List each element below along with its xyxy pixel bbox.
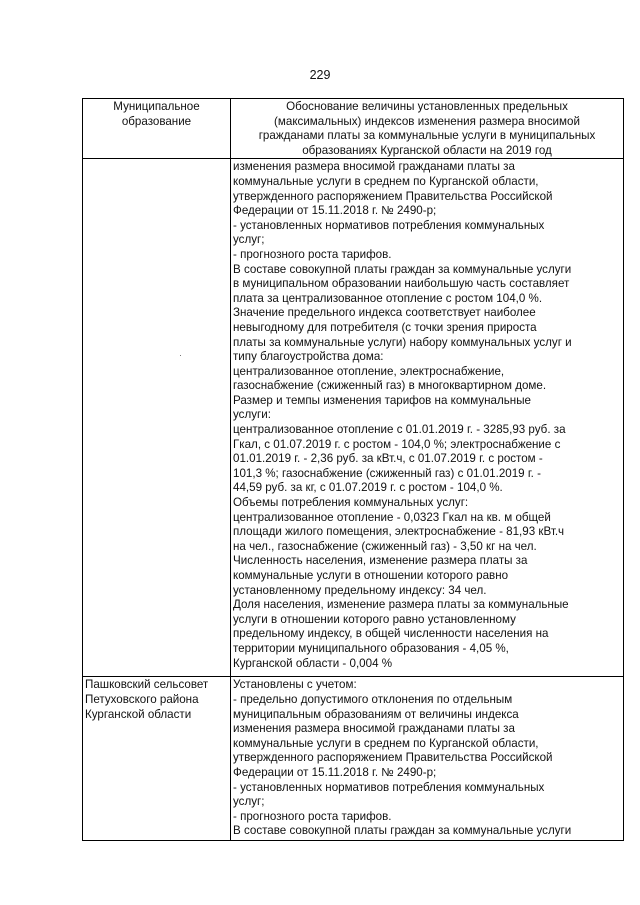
text-line: - прогнозного роста тарифов. <box>233 247 392 261</box>
text-line: Объемы потребления коммунальных услуг: <box>233 496 469 510</box>
text-line: изменения размера вносимой гражданами платы за <box>233 722 515 736</box>
justification-cell <box>231 159 624 677</box>
text-line: в муниципальном образовании наибольшую часть составляет <box>233 277 570 291</box>
text-line: Петуховского района <box>85 692 199 706</box>
text-line: В составе совокупной платы граждан за коммунальные услуги <box>233 262 572 276</box>
text-line: услуг; <box>233 233 265 247</box>
text-line: муниципальным образованиям от величины индекса <box>233 707 519 721</box>
text-line: 44,59 руб. за кг, с 01.07.2019 г. с ростом - 104,0 %. <box>233 481 503 495</box>
text-line: услуг; <box>233 795 265 809</box>
header-justification-line: образованиях Курганской области на 2019 год <box>302 143 552 157</box>
text-line: Федерации от 15.11.2018 г. № 2490-р; <box>233 204 437 218</box>
text-line: типу благоустройства дома: <box>233 350 384 364</box>
text-line: коммунальные услуги в отношении которого равно <box>233 569 509 582</box>
text-line: - прогнозного роста тарифов. <box>233 809 392 823</box>
text-line: изменения размера вносимой гражданами платы за <box>233 160 515 174</box>
table-row <box>83 159 624 677</box>
text-line: предельному индексу, в общей численности населения на <box>233 627 549 641</box>
text-line: централизованное отопление, электроснабжение, <box>233 364 505 378</box>
index-justification-table <box>82 98 624 841</box>
text-line: плата за централизованное отопление с ростом 104,0 %. <box>233 291 543 305</box>
text-line: Размер и темпы изменения тарифов на коммунальные <box>233 393 531 407</box>
header-justification-cell <box>231 99 624 159</box>
text-line: централизованное отопление - 0,0323 Гкал на кв. м общей <box>233 510 551 524</box>
text-line: Курганской области <box>85 707 192 721</box>
text-line: Гкал, с 01.07.2019 г. с ростом - 104,0 %; электроснабжение с <box>233 437 561 451</box>
text-line: Численность населения, изменение размера платы за <box>233 554 528 568</box>
header-municipality-cell <box>83 99 231 159</box>
header-justification-line: (максимальных) индексов изменения размера вносимой <box>274 114 580 128</box>
municipality-cell <box>83 677 231 841</box>
text-line: на чел., газоснабжение (сжиженный газ) - 3,50 кг на чел. <box>233 539 537 553</box>
text-line: - предельно допустимого отклонения по отдельным <box>233 692 513 706</box>
text-line: централизованное отопление с 01.01.2019 г. - 3285,93 руб. за <box>233 423 566 437</box>
header-municipality-line: образование <box>121 114 192 128</box>
header-justification-line: Обоснование величины установленных предельных <box>286 100 568 113</box>
text-line: В составе совокупной платы граждан за коммунальные услуги <box>233 824 572 838</box>
municipality-cell <box>83 159 231 677</box>
text-line: установленному предельному индексу: 34 чел. <box>233 583 487 597</box>
text-line: Федерации от 15.11.2018 г. № 2490-р; <box>233 765 437 779</box>
text-line: платы за коммунальные услуги) набору коммунальных услуг и <box>233 335 572 349</box>
text-line: площади жилого помещения, электроснабжение - 81,93 кВт.ч <box>233 525 565 539</box>
text-line: 101,3 %; газоснабжение (сжиженный газ) с 01.01.2019 г. - <box>233 466 541 480</box>
text-line: Доля населения, изменение размера платы за коммунальные <box>233 598 569 612</box>
justification-cell <box>231 677 624 841</box>
page-number: 229 <box>309 68 331 82</box>
scan-speck <box>180 355 181 356</box>
text-line: территории муниципального образования - 4,05 %, <box>233 641 509 655</box>
text-line: 01.01.2019 г. - 2,36 руб. за кВт.ч, с 01.07.2019 г. с ростом - <box>233 452 543 466</box>
table-header-row <box>83 99 624 159</box>
header-justification-line: гражданами платы за коммунальные услуги в муниципальных <box>258 129 596 143</box>
text-line: Значение предельного индекса соответствует наиболее <box>233 306 536 320</box>
text-line: Курганской области - 0,004 % <box>233 656 393 670</box>
text-line: - установленных нормативов потребления коммунальных <box>233 218 545 232</box>
text-line: услуги в отношении которого равно установленному <box>233 612 516 626</box>
text-line: утвержденного распоряжением Правительства Российской <box>233 751 553 765</box>
header-municipality-line: Муниципальное <box>113 100 200 113</box>
text-line: Пашковский сельсовет <box>85 678 209 692</box>
text-line: утвержденного распоряжением Правительства Российской <box>233 189 553 203</box>
text-line: коммунальные услуги в среднем по Курганской области, <box>233 174 539 188</box>
text-line: газоснабжение (сжиженный газ) в многоквартирном доме. <box>233 379 547 393</box>
table-row <box>83 677 624 841</box>
text-line: услуги: <box>233 408 271 422</box>
text-line: - установленных нормативов потребления коммунальных <box>233 780 545 794</box>
text-line: коммунальные услуги в среднем по Курганской области, <box>233 736 539 750</box>
text-line: невыгодному для потребителя (с точки зрения прироста <box>233 320 537 334</box>
text-line: Установлены с учетом: <box>233 678 357 692</box>
